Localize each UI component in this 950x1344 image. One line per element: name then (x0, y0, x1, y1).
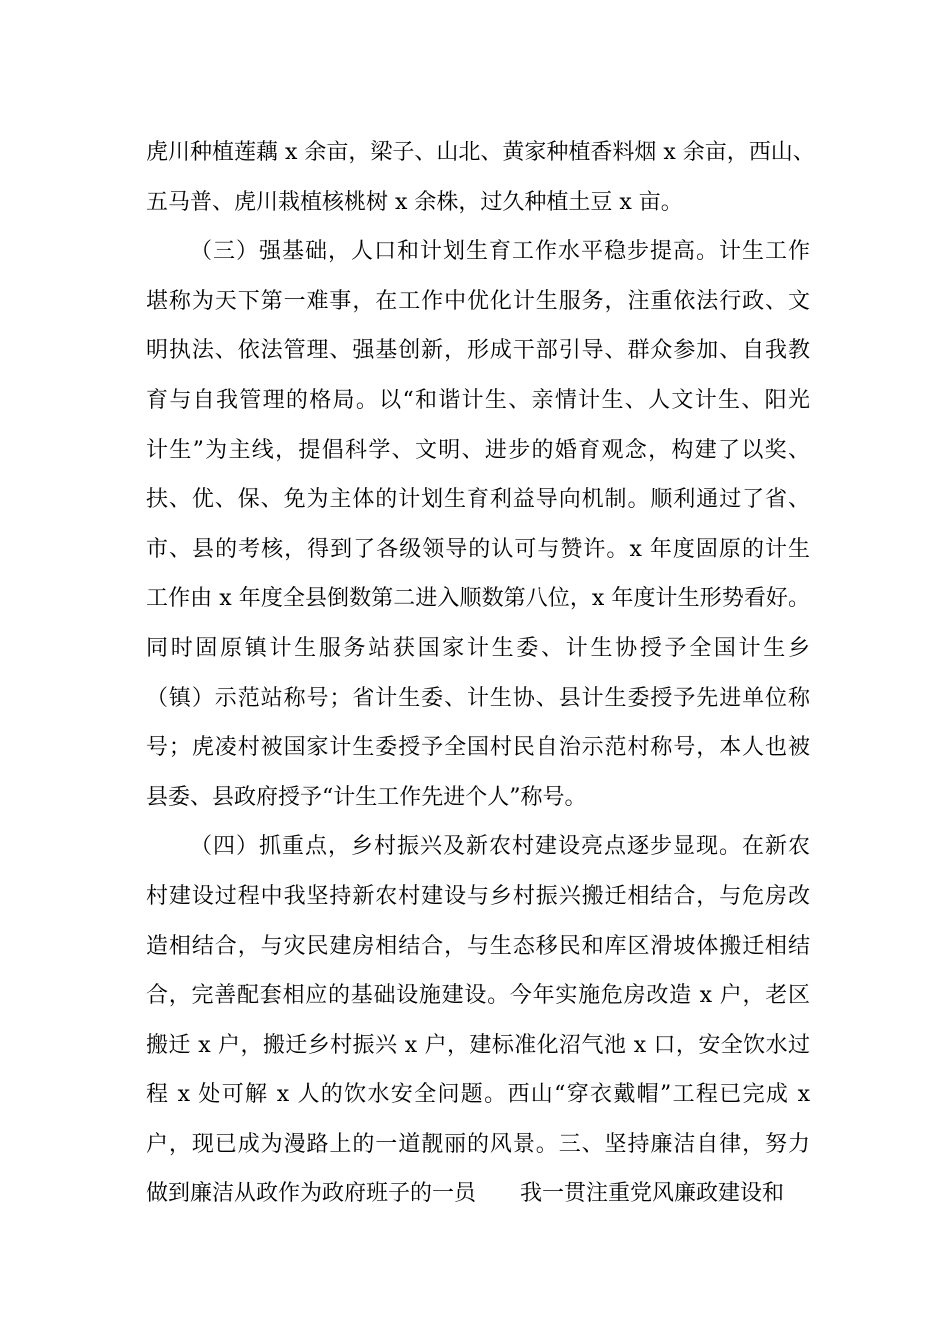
document-body (146, 128, 815, 1219)
text-line: 工作由 x 年度全县倒数第二进入顺数第八位，x 年度计生形势看好。 (146, 586, 810, 612)
text-line: 计生”为主线，提倡科学、文明、进步的婚育观念，构建了以奖、 (146, 437, 810, 463)
text-line: 造相结合，与灾民建房相结合，与生态移民和库区滑坡体搬迁相结 (146, 933, 810, 959)
text-line: 市、县的考核，得到了各级领导的认可与赞许。x 年度固原的计生 (146, 536, 810, 562)
text-line: （镇）示范站称号；省计生委、计生协、县计生委授予先进单位称 (146, 685, 810, 711)
text-segment: 我一贯注重党风廉政建设和 (520, 1181, 785, 1207)
text-line: 育与自我管理的格局。以“和谐计生、亲情计生、人文计生、阳光 (146, 387, 810, 413)
text-line: 合，完善配套相应的基础设施建设。今年实施危房改造 x 户，老区 (146, 983, 810, 1009)
text-line: 村建设过程中我坚持新农村建设与乡村振兴搬迁相结合，与危房改 (146, 883, 810, 909)
text-line: 堪称为天下第一难事，在工作中优化计生服务，注重依法行政、文 (146, 288, 810, 314)
text-line-final (146, 1169, 810, 1219)
text-line: 虎川种植莲藕 x 余亩，梁子、山北、黄家种植香料烟 x 余亩，西山、 (146, 140, 815, 165)
text-line: 扶、优、保、免为主体的计划生育利益导向机制。顺利通过了省、 (146, 487, 810, 513)
text-line: 明执法、依法管理、强基创新，形成干部引导、群众参加、自我教 (146, 338, 810, 364)
text-line: 搬迁 x 户，搬迁乡村振兴 x 户，建标准化沼气池 x 口，安全饮水过 (146, 1032, 810, 1058)
paragraph-start-line: （四）抓重点，乡村振兴及新农村建设亮点逐步显现。在新农 (190, 834, 810, 860)
paragraph-start-line: （三）强基础，人口和计划生育工作水平稳步提高。计生工作 (190, 239, 810, 265)
text-line: 五马普、虎川栽植核桃树 x 余株，过久种植土豆 x 亩。 (146, 189, 683, 215)
text-line: 号；虎凌村被国家计生委授予全国村民自治示范村称号，本人也被 (146, 735, 810, 761)
text-line: 户，现已成为漫路上的一道靓丽的风景。三、坚持廉洁自律，努力 (146, 1131, 810, 1157)
text-line: 程 x 处可解 x 人的饮水安全问题。西山“穿衣戴帽”工程已完成 x (146, 1082, 810, 1108)
text-segment: 做到廉洁从政作为政府班子的一员 (146, 1181, 477, 1207)
text-line: 县委、县政府授予“计生工作先进个人”称号。 (146, 784, 587, 810)
text-line: 同时固原镇计生服务站获国家计生委、计生协授予全国计生乡 (146, 635, 810, 661)
